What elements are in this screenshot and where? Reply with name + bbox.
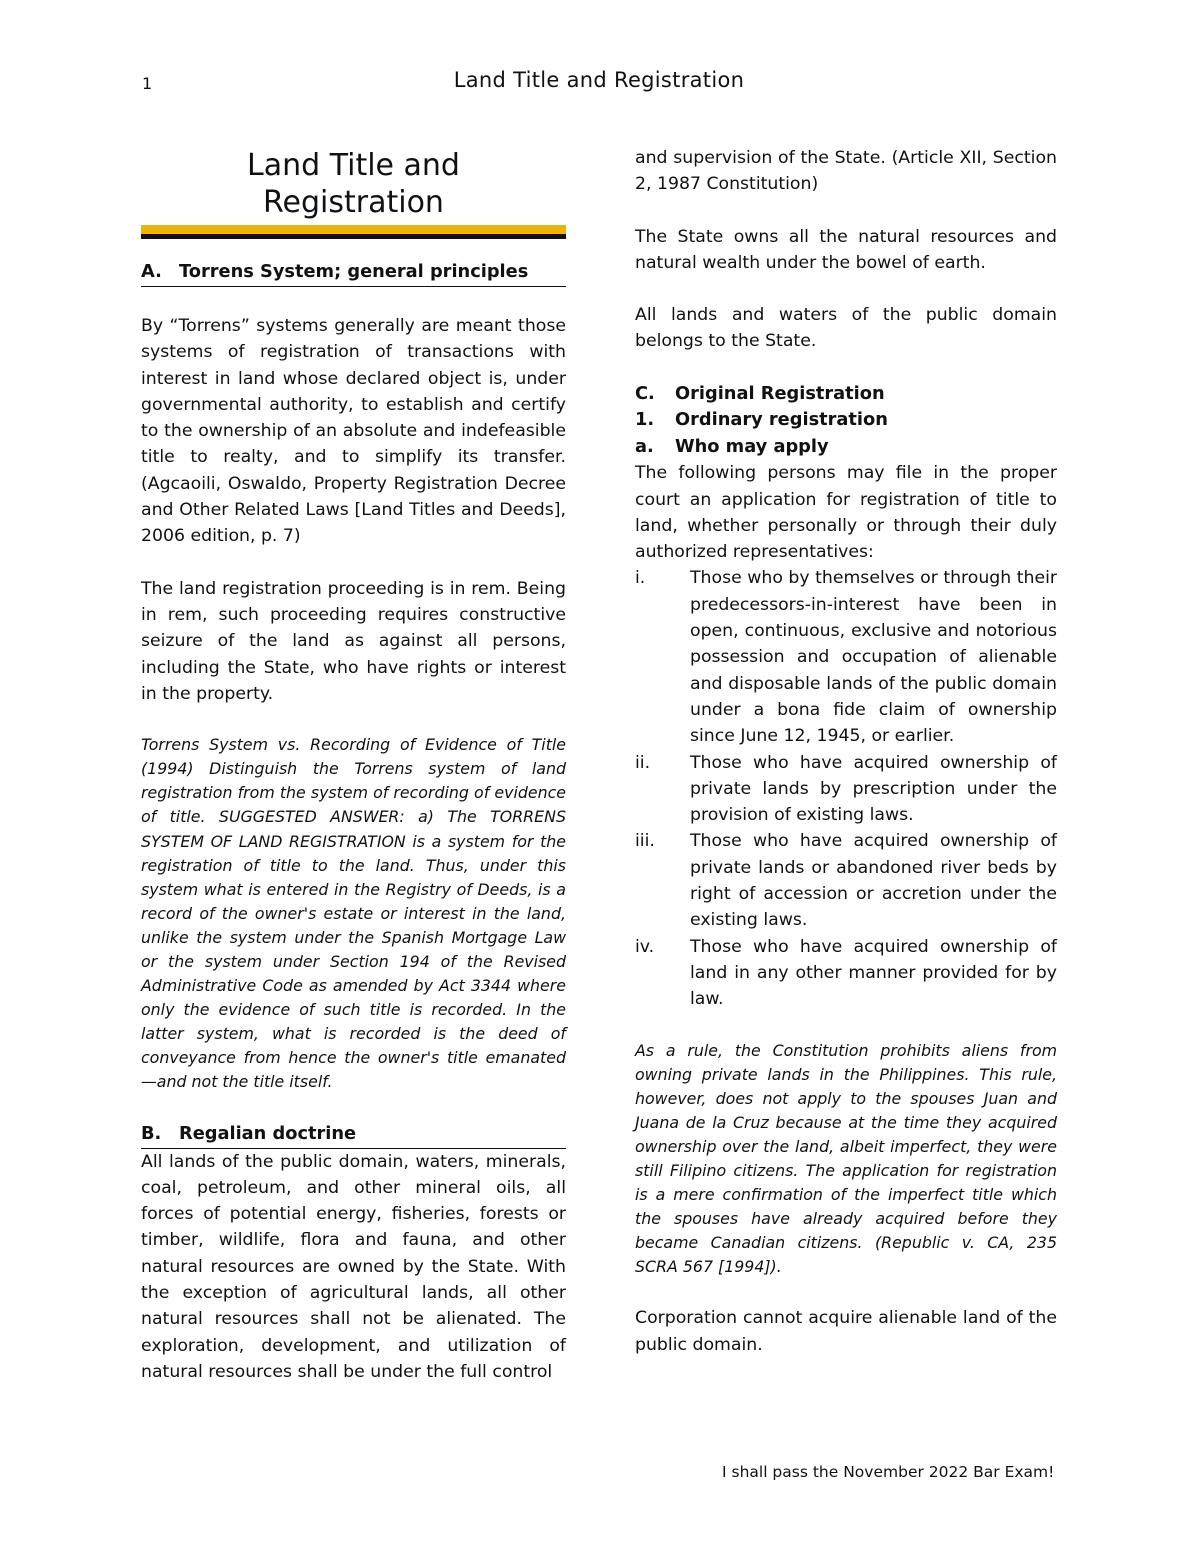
paragraph-lands-waters: All lands and waters of the public domain belongs to the State. (635, 305, 1057, 352)
right-column (635, 145, 1057, 1358)
page-number: 1 (142, 74, 153, 93)
paragraph-aliens-rule: As a rule, the Constitution prohibits aliens from owning private lands in the Philippines. This rule, however, does not apply to the spouses Juan and Juana de la Cruz because at the time they acquired ownership over the land, albeit imperfect, they were still Filipino citizens. The application for registration is a mere confirmation of the imperfect title which the spouses have already acquired before they became Canadian citizens. (Republic v. CA, 235 SCRA 567 [1994]). (635, 1040, 1057, 1277)
section-b-letter: B. (141, 1122, 162, 1144)
left-column (141, 145, 566, 1385)
subsection-a-letter: a. (635, 435, 654, 457)
paragraph-who-may-file: The following persons may file in the proper court an application for registration of title to land, whether personally or through their duly authorized representatives: (635, 463, 1057, 563)
list-item-number: i. (635, 568, 646, 589)
section-a-title: Torrens System; general principles (179, 261, 529, 282)
title-underline-bar (141, 225, 566, 239)
list-item-number: iv. (635, 936, 655, 957)
list-item (635, 750, 1057, 829)
section-a-heading (141, 259, 566, 287)
subsection-a-heading (635, 434, 1057, 461)
list-item-text: Those who have acquired ownership of private lands by prescription under the provision of existing laws. (690, 752, 1057, 826)
list-item-text: Those who have acquired ownership of land in any other manner provided for by law. (690, 936, 1057, 1010)
document-title (141, 145, 566, 221)
subsection-a-title: Who may apply (675, 435, 829, 457)
document-title-line2: Registration (263, 185, 444, 220)
list-item (635, 565, 1057, 749)
document-title-line1: Land Title and (247, 148, 460, 183)
section-c-title: Original Registration (675, 382, 885, 404)
paragraph-torrens-definition: By “Torrens” systems generally are meant those systems of registration of transactions with interest in land whose declared object is, under governmental authority, to establish and certify to the ownership of an absolute and indefeasible title to realty, and to simplify its transfer. (Agcaoili, Oswaldo, Property Registration Decree and Other Related Laws [Land Titles and Deeds], 2006 edition, p. 7) (141, 316, 566, 547)
subsection-1-title: Ordinary registration (675, 409, 888, 431)
paragraph-corporation: Corporation cannot acquire alienable land of the public domain. (635, 1308, 1057, 1355)
subsection-1-number: 1. (635, 409, 655, 431)
list-item-text: Those who by themselves or through their predecessors-in-interest have been in open, continuous, exclusive and notorious possession and occupation of alienable and disposable lands of the public domain under a bona fide claim of ownership since June 12, 1945, or earlier. (690, 568, 1057, 747)
section-b-heading (141, 1121, 566, 1149)
list-item-text: Those who have acquired ownership of private lands or abandoned river beds by right of accession or accretion under the existing laws. (690, 831, 1057, 931)
section-c-heading (635, 381, 1057, 408)
footer-text: I shall pass the November 2022 Bar Exam! (722, 1463, 1055, 1481)
running-header: Land Title and Registration (453, 68, 745, 92)
list-item-number: ii. (635, 752, 651, 773)
list-item (635, 828, 1057, 933)
subsection-1-heading (635, 407, 1057, 434)
paragraph-in-rem: The land registration proceeding is in rem. Being in rem, such proceeding requires constructive seizure of the land as against all persons, including the State, who have rights or interest in the property. (141, 578, 566, 704)
applicant-list (635, 565, 1057, 1012)
paragraph-regalian: All lands of the public domain, waters, minerals, coal, petroleum, and other mineral oils, all forces of potential energy, fisheries, forests or timber, wildlife, flora and fauna, and other natural resources are owned by the State. With the exception of agricultural lands, all other natural resources shall not be alienated. The exploration, development, and utilization of natural resources shall be under the full control (141, 1151, 566, 1382)
paragraph-state-owns: The State owns all the natural resources and natural wealth under the bowel of earth. (635, 226, 1057, 273)
list-item (635, 934, 1057, 1013)
paragraph-suggested-answer: Torrens System vs. Recording of Evidence of Title (1994) Distinguish the Torrens system of land registration from the system of recording of evidence of title. SUGGESTED ANSWER: a) The TORRENS SYSTEM OF LAND REGISTRATION is a system for the registration of title to the land. Thus, under this system what is entered in the Registry of Deeds, is a record of the owner's estate or interest in the land, unlike the system under the Spanish Mortgage Law or the system under Section 194 of the Revised Administrative Code as amended by Act 3344 where only the evidence of such title is recorded. In the latter system, what is recorded is the deed of conveyance from hence the owner's title emanated —and not the title itself. (141, 735, 566, 1092)
list-item-number: iii. (635, 831, 655, 852)
paragraph-article-xii: and supervision of the State. (Article XII, Section 2, 1987 Constitution) (635, 148, 1057, 195)
section-c-letter: C. (635, 382, 655, 404)
section-a-letter: A. (141, 261, 162, 282)
section-b-title: Regalian doctrine (179, 1122, 357, 1144)
